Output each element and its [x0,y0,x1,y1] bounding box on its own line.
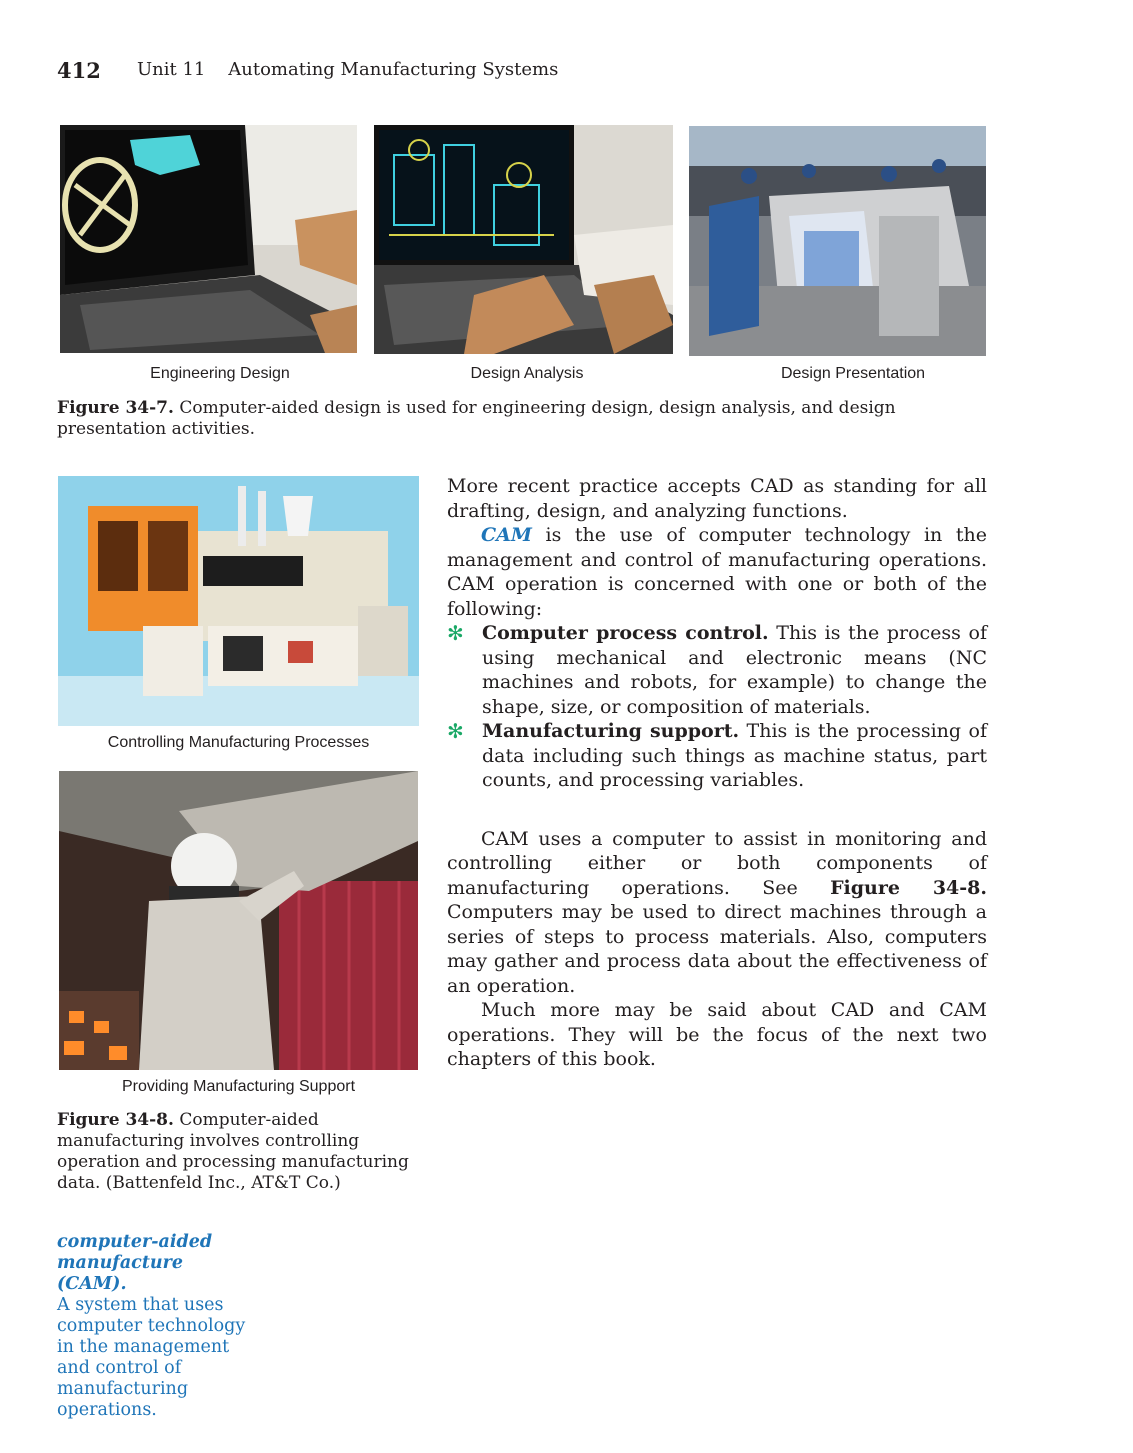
page-number: 412 [57,58,101,83]
cam-term: CAM [481,524,532,546]
figure-reference: Figure 34-8. [830,876,987,899]
bullet-process-control [447,621,987,719]
cam-definition-text: is the use of computer technology in the management and control of manufacturing operations. CAM operation is concerned with one or both of the following: [447,524,987,620]
glossary-term: computer-aided manufacture (CAM). [57,1232,213,1294]
design-analysis-label: Design Analysis [470,365,584,382]
manufacturing-support-label: Providing Manufacturing Support [121,1078,356,1095]
design-analysis-photo [374,125,673,354]
paragraph-next-chapters: Much more may be said about CAD and CAM operations. They will be the focus of the next two chapters of this book. [447,999,987,1070]
engineering-design-label: Engineering Design [150,365,290,382]
paragraph-cad-practice: More recent practice accepts CAD as standing for all drafting, design, and analyzing functions. [447,475,987,522]
body-text [447,474,987,1072]
figure-34-7-caption [57,398,987,440]
bullet-title: Computer process control. [482,622,769,644]
bullet-text: This is the process of using mechanical and electronic means (NC machines and robots, for example) to change the shape, size, or composition of materials. [482,622,987,718]
figure-34-7-caption-text: Computer-aided design is used for engineering design, design analysis, and design presentation activities. [57,398,896,439]
bullet-text: This is the processing of data including such things as machine status, part counts, and processing variables. [482,720,987,791]
paragraph-cam-uses [447,827,987,999]
running-head: Unit 11 Automating Manufacturing Systems [137,59,559,80]
asterisk-bullet-icon: ✻ [447,719,464,743]
paragraph-cam-definition [447,523,987,621]
bullet-manufacturing-support [447,719,987,793]
figure-34-7-caption-label: Figure 34-7. [57,398,174,418]
glossary-definition: A system that uses computer technology in the management and control of manufacturing operations. [57,1295,246,1420]
figure-34-8-caption [57,1110,417,1194]
figure-34-8-caption-label: Figure 34-8. [57,1110,174,1130]
engineering-design-photo [60,125,357,353]
cam-uses-text-a: CAM uses a computer to assist in monitoring and controlling either or both components of manufacturing operations. See [447,827,987,899]
manufacturing-support-photo [59,771,418,1070]
bullet-title: Manufacturing support. [482,720,740,742]
design-presentation-photo [689,126,986,356]
design-presentation-label: Design Presentation [780,365,926,382]
cam-uses-text-b: Computers may be used to direct machines through a series of steps to process materials. Also, computers may gather and process data about the effectiveness of an operation. [447,901,987,997]
controlling-processes-label: Controlling Manufacturing Processes [107,734,370,751]
controlling-processes-photo [58,476,419,726]
margin-glossary-note [57,1232,247,1421]
asterisk-bullet-icon: ✻ [447,621,464,645]
figure-34-8-caption-text: Computer-aided manufacturing involves controlling operation and processing manufacturing data. (Battenfeld Inc., AT&T Co.) [57,1110,409,1193]
